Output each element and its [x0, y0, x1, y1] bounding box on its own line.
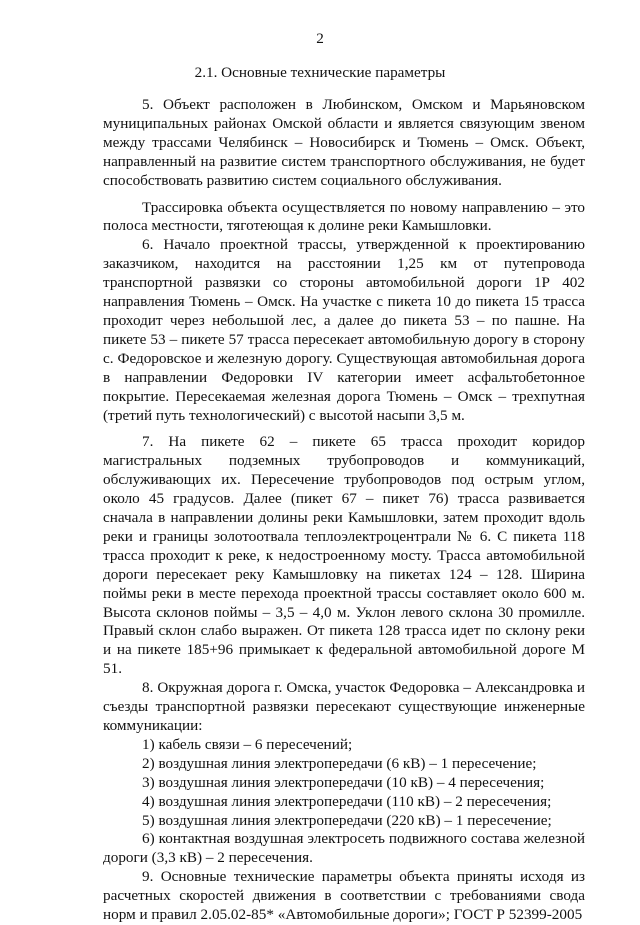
list-item: 6) контактная воздушная электросеть подвижного состава железной дороги (3,3 кВ) – 2 пересечения.: [103, 830, 585, 867]
paragraph-7: 7. На пикете 62 – пикете 65 трасса проходит коридор магистральных подземных трубопроводов и коммуникаций, обслуживающих их. Пересечение трубопроводов под острым углом, около 45 градусов. Далее (пикет 67 – пикет 76) трасса развивается сначала в направлении долины реки Камышловки, затем проходит вдоль реки и границы золотоотвала теплоэлектроцентрали № 6. С пикета 118 трасса проходит к реке, к недостроенному мосту. Трасса автомобильной дороги пересекает реку Камышловку на пикетах 124 – 128. Ширина поймы реки в месте перехода проектной трассы составляет около 600 м. Высота склонов поймы – 3,5 – 4,0 м. Уклон левого склона 30 промилле. Правый склон слабо выражен. От пикета 128 трасса идет по склону реки и на пикете 185+96 примыкает к федеральной автомобильной дороге М 51.: [103, 433, 585, 678]
list-item: 4) воздушная линия электропередачи (110 кВ) – 2 пересечения;: [142, 792, 552, 810]
document-body: [103, 96, 585, 925]
list-item: 3) воздушная линия электропередачи (10 кВ) – 4 пересечения;: [142, 773, 545, 791]
paragraph-5: 5. Объект расположен в Любинском, Омском и Марьяновском муниципальных районах Омской области и является связующим звеном между трассами Челябинск – Новосибирск и Тюмень – Омск. Объект, направленный на развитие систем транспортного обслуживания, не будет способствовать развитию систем социального обслуживания.: [103, 96, 585, 189]
paragraph-8: 8. Окружная дорога г. Омска, участок Федоровка – Александровка и съезды транспортной развязки пересекают существующие инженерные коммуникации:: [103, 679, 585, 734]
paragraph-9: 9. Основные технические параметры объекта приняты исходя из расчетных скоростей движения в соответствии с требованиями свода норм и правил 2.05.02-85* «Автомобильные дороги»; ГОСТ Р 52399-2005: [103, 868, 585, 924]
page-number: 2: [316, 30, 324, 47]
list-item: 2) воздушная линия электропередачи (6 кВ) – 1 пересечение;: [142, 754, 537, 772]
list-item: 5) воздушная линия электропередачи (220 кВ) – 1 пересечение;: [142, 811, 552, 829]
paragraph-route: Трассировка объекта осуществляется по новому направлению – это полоса местности, тяготеющая к долине реки Камышловки.: [103, 198, 585, 235]
paragraph-6: 6. Начало проектной трассы, утвержденной к проектированию заказчиком, находится на расстоянии 1,25 км от путепровода транспортной развязки со стороны автомобильной дороги 1Р 402 направления Тюмень – Омск. На участке с пикета 10 до пикета 15 трасса проходит через небольшой лес, а далее до пикета 53 – по пашне. На пикете 53 – пикете 57 трасса пересекает автомобильную дорогу в сторону с. Федоровское и железную дорогу. Существующая автомобильная дорога в направлении Федоровки IV категории имеет асфальтобетонное покрытие. Пересекаемая железная дорога Тюмень – Омск – трехпутная (третий путь технологический) с высотой насыпи 3,5 м.: [103, 236, 585, 424]
section-title: 2.1. Основные технические параметры: [194, 64, 446, 81]
list-item: 1) кабель связи – 6 пересечений;: [142, 735, 353, 753]
